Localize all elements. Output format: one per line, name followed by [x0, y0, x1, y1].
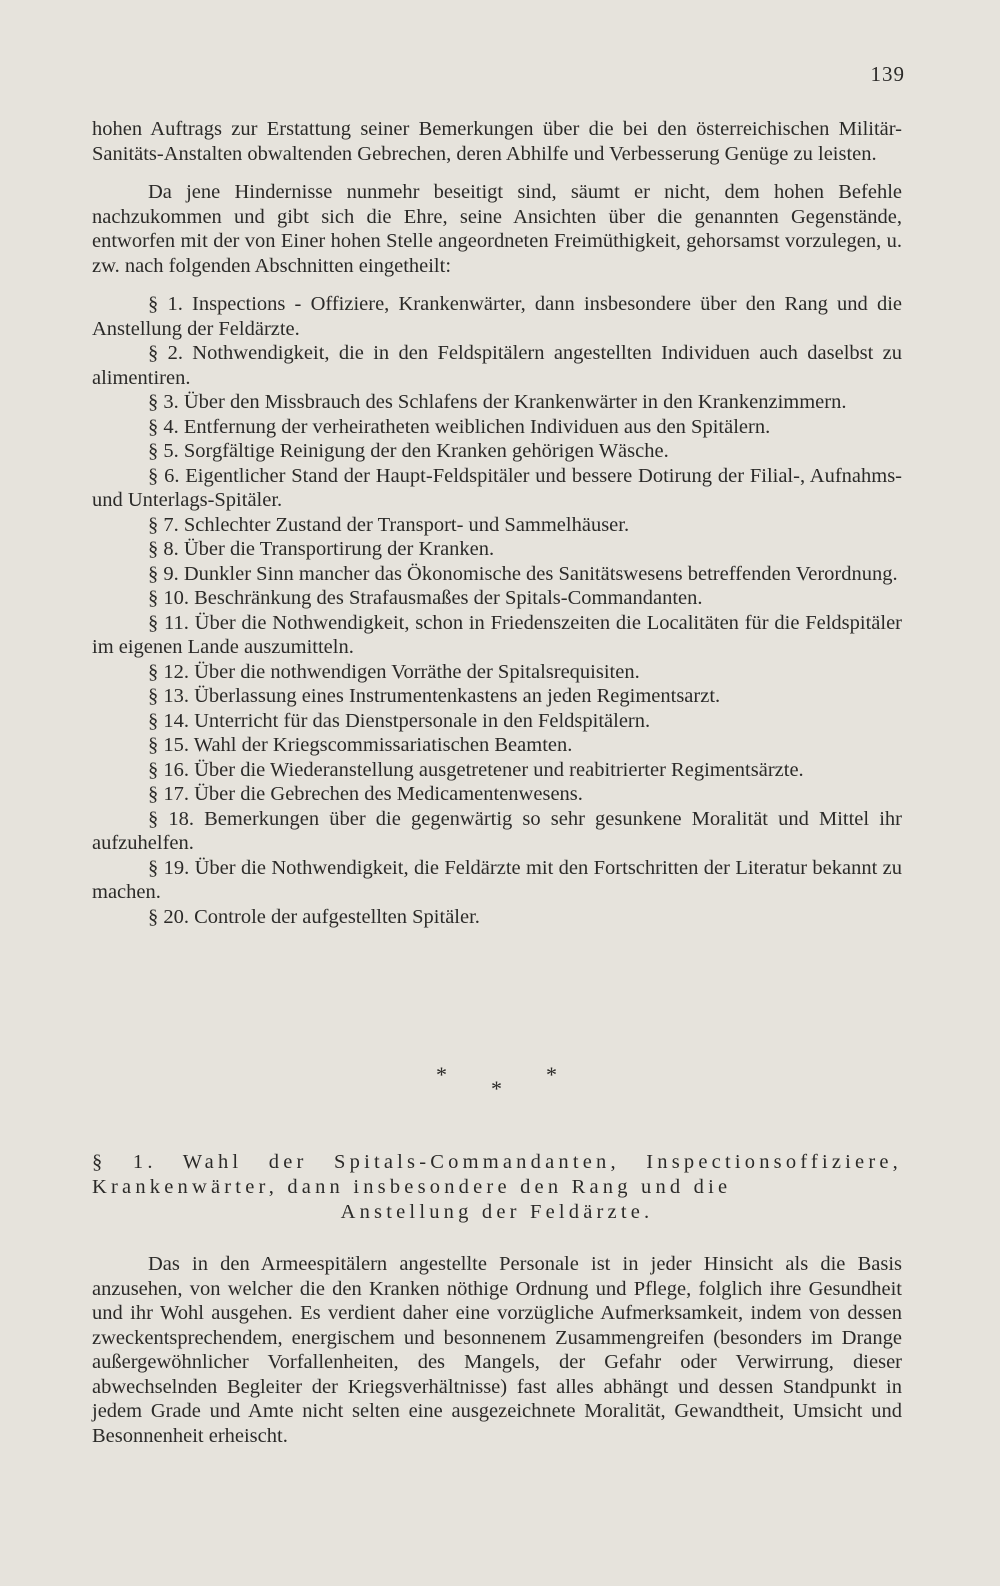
- section-separator: [0, 1062, 1000, 1102]
- section-entry-6: § 6. Eigentlicher Stand der Haupt-Feldspitäler und bessere Dotirung der Filial-, Aufnahms- und Unterlags-Spitäler.: [92, 464, 902, 511]
- asterisk-glyph: *: [436, 1062, 447, 1087]
- body-paragraph: Das in den Armeespitälern angestellte Personale ist in jeder Hinsicht als die Basis anzusehen, von welcher die den Kranken nöthige Ordnung und Pflege, folglich ihre Gesundheit und ihr Wohl ausgehen. Es verdient daher eine vorzügliche Aufmerksamkeit, indem von dessen zweckentsprechendem, energischem und besonnenem Zusammengreifen (besonders im Drange außergewöhnlicher Vorfallenheiten, des Mangels, der Gefahr oder Verwirrung, dieser abwechselnden Begleiter der Kriegsverhältnisse) fast alles abhängt und dessen Standpunkt in jedem Grade und Amte nicht selten eine ausgezeichnete Moralität, Gewandtheit, Umsicht und Besonnenheit erheischt.: [92, 1253, 902, 1447]
- asterisk-glyph: *: [546, 1062, 557, 1087]
- section-entry-17: § 17. Über die Gebrechen des Medicamentenwesens.: [148, 783, 583, 805]
- section-entry-15: § 15. Wahl der Kriegscommissariatischen Beamten.: [148, 734, 573, 756]
- section-entry-18: § 18. Bemerkungen über die gegenwärtig so sehr gesunkene Moralität und Mittel ihr aufzuhelfen.: [92, 807, 902, 854]
- section-heading-line-2: Anstellung der Feldärzte.: [340, 1201, 654, 1223]
- section-entry-16: § 16. Über die Wiederanstellung ausgetretener und reabitrierter Regimentsärzte.: [148, 758, 804, 781]
- section-entry-13: § 13. Überlassung eines Instrumentenkastens an jeden Regimentsarzt.: [148, 685, 721, 707]
- section-heading: [92, 1150, 902, 1225]
- section-entry-4: § 4. Entfernung der verheiratheten weiblichen Individuen aus den Spitälern.: [148, 415, 771, 438]
- section-entry-20: § 20. Controle der aufgestellten Spitäler.: [148, 905, 480, 928]
- section-heading-line-1: § 1. Wahl der Spitals-Commandanten, Inspectionsoffiziere, Krankenwärter, dann insbesondere den Rang und die: [92, 1151, 902, 1198]
- intro-paragraph-1: hohen Auftrags zur Erstattung seiner Bemerkungen über die bei den österreichischen Militär-Sanitäts-Anstalten obwaltenden Gebrechen, deren Abhilfe und Verbesserung Genüge zu leisten.: [92, 118, 902, 165]
- page-number: 139: [870, 62, 905, 86]
- section-entry-7: § 7. Schlechter Zustand der Transport- und Sammelhäuser.: [148, 513, 630, 536]
- section-entry-11: § 11. Über die Nothwendigkeit, schon in Friedenszeiten die Localitäten für die Feldspitäler im eigenen Lande auszumitteln.: [92, 611, 902, 658]
- section-entry-14: § 14. Unterricht für das Dienstpersonale in den Feldspitälern.: [148, 709, 651, 732]
- section-entry-3: § 3. Über den Missbrauch des Schlafens der Krankenwärter in den Krankenzimmern.: [148, 391, 847, 413]
- asterisk-glyph: *: [491, 1076, 502, 1101]
- section-entry-2: § 2. Nothwendigkeit, die in den Feldspitälern angestellten Individuen auch daselbst zu alimentiren.: [92, 342, 902, 389]
- section-entry-8: § 8. Über die Transportirung der Kranken.: [148, 538, 495, 560]
- section-entry-1: § 1. Inspections - Offiziere, Krankenwärter, dann insbesondere über den Rang und die Anstellung der Feldärzte.: [92, 293, 902, 340]
- section-entry-19: § 19. Über die Nothwendigkeit, die Feldärzte mit den Fortschritten der Literatur bekannt zu machen.: [92, 856, 902, 903]
- section-entry-9: § 9. Dunkler Sinn mancher das Ökonomische des Sanitätswesens betreffenden Verordnung.: [148, 562, 898, 585]
- section-entry-5: § 5. Sorgfältige Reinigung der den Kranken gehörigen Wäsche.: [148, 440, 669, 462]
- section-entry-12: § 12. Über die nothwendigen Vorräthe der Spitalsrequisiten.: [148, 660, 640, 683]
- section-entry-10: § 10. Beschränkung des Strafausmaßes der Spitals-Commandanten.: [148, 587, 703, 609]
- intro-paragraph-2: Da jene Hindernisse nunmehr beseitigt sind, säumt er nicht, dem hohen Befehle nachzukommen und gibt sich die Ehre, seine Ansichten über die genannten Gegenstände, entworfen mit der von Einer hohen Stelle angeordneten Freimüthigkeit, gehorsamst vorzulegen, u. zw. nach folgenden Abschnitten eingetheilt:: [92, 181, 902, 277]
- intro-and-contents: [92, 117, 902, 929]
- section-body: [92, 1252, 902, 1448]
